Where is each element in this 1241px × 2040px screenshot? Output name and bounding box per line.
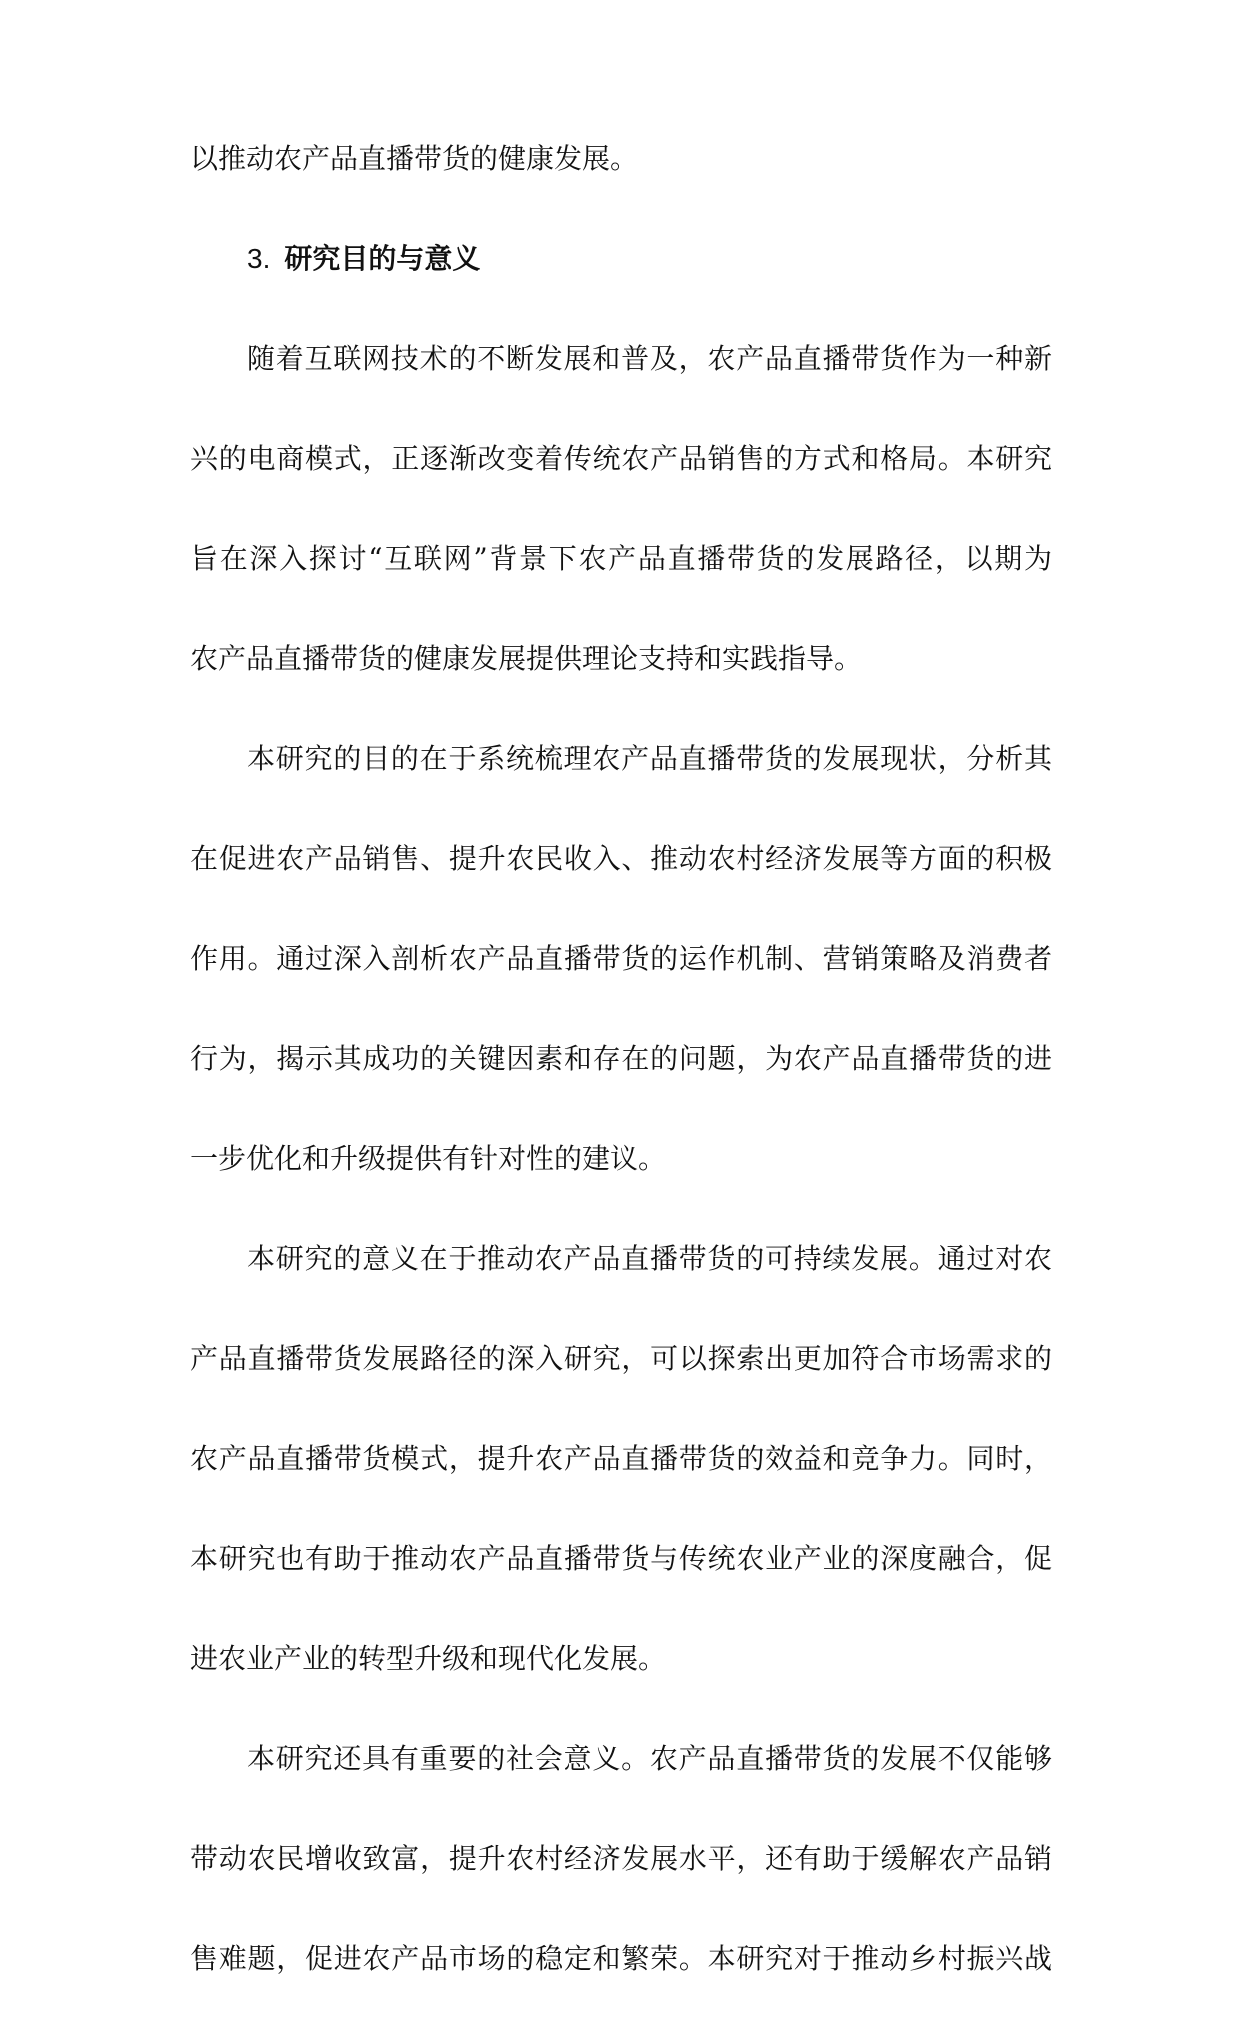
paragraph-line: 售难题，促进农产品市场的稳定和繁荣。本研究对于推动乡村振兴战 xyxy=(190,1942,1052,1975)
paragraph-line: 本研究也有助于推动农产品直播带货与传统农业产业的深度融合，促 xyxy=(190,1542,1052,1575)
paragraph-line: 农产品直播带货模式，提升农产品直播带货的效益和竞争力。同时， xyxy=(190,1442,1052,1475)
paragraph-line: 本研究的目的在于系统梳理农产品直播带货的发展现状，分析其 xyxy=(247,742,1052,775)
paragraph-line: 进农业产业的转型升级和现代化发展。 xyxy=(190,1642,667,1675)
intro-line: 以推动农产品直播带货的健康发展。 xyxy=(190,142,639,175)
paragraph-line: 产品直播带货发展路径的深入研究，可以探索出更加符合市场需求的 xyxy=(190,1342,1052,1375)
section-heading xyxy=(190,240,1052,277)
paragraph-line: 随着互联网技术的不断发展和普及，农产品直播带货作为一种新 xyxy=(247,342,1052,375)
paragraph xyxy=(190,740,1052,1177)
page-body xyxy=(190,140,1052,2040)
paragraph-line: 旨在深入探讨“互联网”背景下农产品直播带货的发展路径，以期为 xyxy=(190,542,1052,575)
paragraph-line: 本研究的意义在于推动农产品直播带货的可持续发展。通过对农 xyxy=(247,1242,1052,1275)
paragraph xyxy=(190,1240,1052,1677)
paragraph xyxy=(190,1740,1052,1977)
paragraph-line: 本研究还具有重要的社会意义。农产品直播带货的发展不仅能够 xyxy=(247,1742,1052,1775)
paragraph-line: 一步优化和升级提供有针对性的建议。 xyxy=(190,1142,667,1175)
section-title: 研究目的与意义 xyxy=(284,242,481,275)
paragraph-line: 作用。通过深入剖析农产品直播带货的运作机制、营销策略及消费者 xyxy=(190,942,1052,975)
paragraph-line: 在促进农产品销售、提升农民收入、推动农村经济发展等方面的积极 xyxy=(190,842,1052,875)
paragraph-line: 农产品直播带货的健康发展提供理论支持和实践指导。 xyxy=(190,642,863,675)
paragraph-line: 行为，揭示其成功的关键因素和存在的问题，为农产品直播带货的进 xyxy=(190,1042,1052,1075)
paragraph xyxy=(190,340,1052,677)
section-number: 3. xyxy=(247,243,271,274)
paragraph-line: 兴的电商模式，正逐渐改变着传统农产品销售的方式和格局。本研究 xyxy=(190,442,1052,475)
paragraph-line: 带动农民增收致富，提升农村经济发展水平，还有助于缓解农产品销 xyxy=(190,1842,1052,1875)
